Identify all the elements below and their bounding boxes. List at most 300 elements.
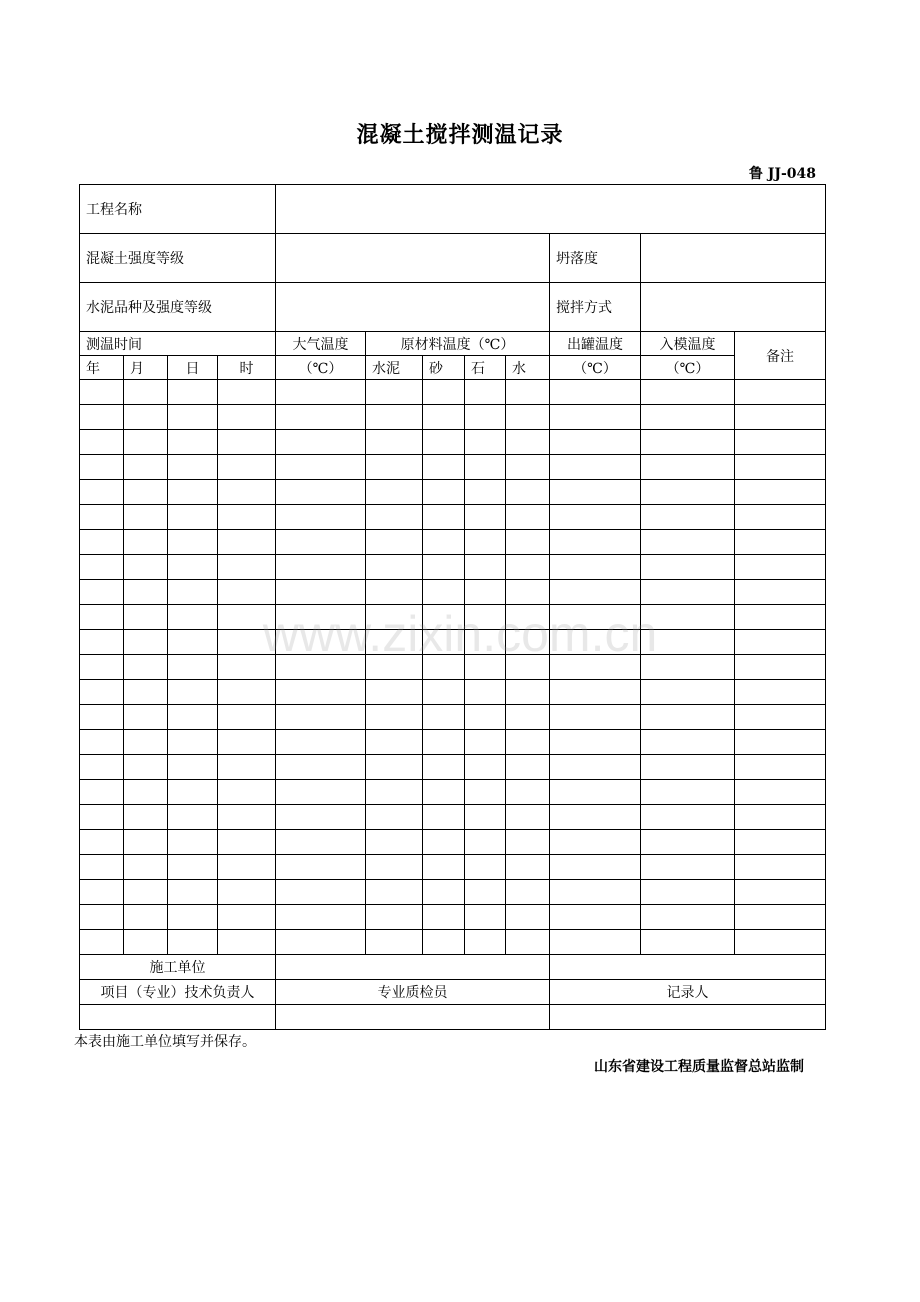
table-cell[interactable]	[80, 930, 124, 955]
table-cell[interactable]	[423, 655, 465, 680]
table-cell[interactable]	[465, 580, 506, 605]
table-cell[interactable]	[550, 430, 641, 455]
table-cell[interactable]	[550, 455, 641, 480]
table-cell[interactable]	[735, 455, 826, 480]
table-cell[interactable]	[276, 505, 366, 530]
table-cell[interactable]	[550, 705, 641, 730]
table-cell[interactable]	[465, 705, 506, 730]
table-cell[interactable]	[168, 755, 218, 780]
concrete-grade-field[interactable]	[276, 234, 550, 283]
table-cell[interactable]	[641, 505, 735, 530]
table-cell[interactable]	[423, 455, 465, 480]
table-cell[interactable]	[80, 380, 124, 405]
table-cell[interactable]	[641, 630, 735, 655]
table-cell[interactable]	[423, 855, 465, 880]
table-cell[interactable]	[550, 780, 641, 805]
table-cell[interactable]	[124, 680, 168, 705]
table-cell[interactable]	[506, 905, 550, 930]
table-cell[interactable]	[124, 605, 168, 630]
table-cell[interactable]	[276, 880, 366, 905]
table-cell[interactable]	[276, 805, 366, 830]
table-cell[interactable]	[465, 455, 506, 480]
table-cell[interactable]	[80, 630, 124, 655]
table-cell[interactable]	[276, 855, 366, 880]
table-cell[interactable]	[124, 730, 168, 755]
table-cell[interactable]	[423, 630, 465, 655]
table-cell[interactable]	[465, 855, 506, 880]
table-cell[interactable]	[366, 555, 423, 580]
table-cell[interactable]	[550, 905, 641, 930]
table-cell[interactable]	[80, 880, 124, 905]
table-cell[interactable]	[550, 805, 641, 830]
table-cell[interactable]	[124, 880, 168, 905]
table-cell[interactable]	[168, 830, 218, 855]
table-cell[interactable]	[735, 605, 826, 630]
table-cell[interactable]	[641, 705, 735, 730]
table-cell[interactable]	[124, 505, 168, 530]
table-cell[interactable]	[465, 480, 506, 505]
table-cell[interactable]	[276, 605, 366, 630]
table-cell[interactable]	[641, 755, 735, 780]
table-cell[interactable]	[218, 880, 276, 905]
table-cell[interactable]	[124, 805, 168, 830]
table-cell[interactable]	[168, 855, 218, 880]
table-cell[interactable]	[641, 855, 735, 880]
table-cell[interactable]	[366, 480, 423, 505]
table-cell[interactable]	[276, 755, 366, 780]
table-cell[interactable]	[423, 505, 465, 530]
table-cell[interactable]	[735, 380, 826, 405]
water-temp-header: 水	[506, 356, 550, 380]
table-cell[interactable]	[124, 630, 168, 655]
cement-type-field[interactable]	[276, 283, 550, 332]
table-cell[interactable]	[168, 405, 218, 430]
table-cell[interactable]	[735, 480, 826, 505]
table-cell[interactable]	[168, 530, 218, 555]
table-cell[interactable]	[366, 830, 423, 855]
table-cell[interactable]	[124, 555, 168, 580]
table-cell[interactable]	[168, 505, 218, 530]
hour-header: 时	[218, 356, 276, 380]
table-cell[interactable]	[423, 705, 465, 730]
table-cell[interactable]	[168, 930, 218, 955]
table-cell[interactable]	[465, 405, 506, 430]
table-cell[interactable]	[735, 930, 826, 955]
table-cell[interactable]	[168, 655, 218, 680]
table-cell[interactable]	[641, 730, 735, 755]
table-cell[interactable]	[506, 605, 550, 630]
table-cell[interactable]	[366, 505, 423, 530]
table-cell[interactable]	[506, 780, 550, 805]
table-cell[interactable]	[465, 380, 506, 405]
table-cell[interactable]	[124, 905, 168, 930]
table-cell[interactable]	[506, 405, 550, 430]
table-cell[interactable]	[506, 630, 550, 655]
table-cell[interactable]	[366, 805, 423, 830]
table-cell[interactable]	[80, 780, 124, 805]
table-cell[interactable]	[80, 830, 124, 855]
table-cell[interactable]	[506, 805, 550, 830]
table-cell[interactable]	[218, 780, 276, 805]
table-cell[interactable]	[423, 880, 465, 905]
table-cell[interactable]	[550, 830, 641, 855]
table-cell[interactable]	[168, 905, 218, 930]
table-cell[interactable]	[641, 655, 735, 680]
table-cell[interactable]	[124, 530, 168, 555]
table-cell[interactable]	[124, 930, 168, 955]
table-cell[interactable]	[735, 430, 826, 455]
table-cell[interactable]	[735, 630, 826, 655]
table-cell[interactable]	[168, 430, 218, 455]
construction-unit-field[interactable]	[276, 955, 550, 980]
slump-label: 坍落度	[550, 234, 641, 283]
table-cell[interactable]	[366, 680, 423, 705]
table-cell[interactable]	[506, 730, 550, 755]
table-cell[interactable]	[465, 930, 506, 955]
table-cell[interactable]	[366, 455, 423, 480]
table-cell[interactable]	[423, 830, 465, 855]
table-cell[interactable]	[80, 530, 124, 555]
table-cell[interactable]	[641, 605, 735, 630]
table-cell[interactable]	[276, 380, 366, 405]
table-cell[interactable]	[366, 580, 423, 605]
table-cell[interactable]	[80, 405, 124, 430]
table-cell[interactable]	[423, 905, 465, 930]
table-cell[interactable]	[641, 480, 735, 505]
construction-unit-label: 施工单位	[80, 955, 276, 980]
table-cell[interactable]	[124, 705, 168, 730]
table-cell[interactable]	[641, 905, 735, 930]
table-cell[interactable]	[218, 830, 276, 855]
table-cell[interactable]	[735, 730, 826, 755]
table-cell[interactable]	[641, 405, 735, 430]
table-cell[interactable]	[735, 755, 826, 780]
table-cell[interactable]	[506, 880, 550, 905]
table-cell[interactable]	[641, 530, 735, 555]
table-cell[interactable]	[124, 430, 168, 455]
table-cell[interactable]	[80, 705, 124, 730]
tech-lead-signature-field[interactable]	[80, 1005, 276, 1030]
table-cell[interactable]	[465, 805, 506, 830]
table-cell[interactable]	[366, 705, 423, 730]
table-cell[interactable]	[735, 405, 826, 430]
table-cell[interactable]	[465, 880, 506, 905]
slump-field[interactable]	[641, 234, 826, 283]
table-cell[interactable]	[276, 680, 366, 705]
table-cell[interactable]	[366, 780, 423, 805]
table-cell[interactable]	[218, 555, 276, 580]
table-cell[interactable]	[506, 930, 550, 955]
table-cell[interactable]	[506, 505, 550, 530]
table-cell[interactable]	[168, 380, 218, 405]
table-cell[interactable]	[366, 380, 423, 405]
table-cell[interactable]	[366, 855, 423, 880]
table-cell[interactable]	[276, 930, 366, 955]
table-cell[interactable]	[735, 855, 826, 880]
table-cell[interactable]	[366, 930, 423, 955]
table-cell[interactable]	[218, 680, 276, 705]
table-cell[interactable]	[465, 505, 506, 530]
table-cell[interactable]	[735, 780, 826, 805]
table-cell[interactable]	[735, 830, 826, 855]
table-cell[interactable]	[168, 805, 218, 830]
table-cell[interactable]	[423, 530, 465, 555]
table-cell[interactable]	[423, 605, 465, 630]
table-cell[interactable]	[168, 705, 218, 730]
table-cell[interactable]	[506, 755, 550, 780]
table-cell[interactable]	[218, 505, 276, 530]
table-cell[interactable]	[124, 455, 168, 480]
table-cell[interactable]	[423, 805, 465, 830]
table-cell[interactable]	[735, 505, 826, 530]
table-cell[interactable]	[550, 630, 641, 655]
table-cell[interactable]	[366, 430, 423, 455]
table-cell[interactable]	[465, 430, 506, 455]
table-cell[interactable]	[506, 455, 550, 480]
table-cell[interactable]	[80, 680, 124, 705]
table-cell[interactable]	[465, 530, 506, 555]
table-cell[interactable]	[423, 555, 465, 580]
table-cell[interactable]	[80, 505, 124, 530]
table-cell[interactable]	[366, 755, 423, 780]
remarks-header: 备注	[735, 332, 826, 380]
table-cell[interactable]	[276, 705, 366, 730]
table-cell[interactable]	[550, 505, 641, 530]
table-cell[interactable]	[218, 480, 276, 505]
table-cell[interactable]	[550, 880, 641, 905]
table-cell[interactable]	[80, 755, 124, 780]
table-cell[interactable]	[124, 655, 168, 680]
table-cell[interactable]	[735, 680, 826, 705]
table-cell[interactable]	[276, 780, 366, 805]
table-cell[interactable]	[218, 630, 276, 655]
table-cell[interactable]	[218, 905, 276, 930]
table-cell[interactable]	[276, 830, 366, 855]
table-cell[interactable]	[168, 730, 218, 755]
table-cell[interactable]	[276, 905, 366, 930]
table-cell[interactable]	[366, 655, 423, 680]
table-cell[interactable]	[506, 380, 550, 405]
table-cell[interactable]	[366, 880, 423, 905]
table-cell[interactable]	[124, 855, 168, 880]
table-cell[interactable]	[550, 405, 641, 430]
raw-material-temp-header: 原材料温度（℃）	[366, 332, 550, 356]
table-cell[interactable]	[276, 455, 366, 480]
table-cell[interactable]	[735, 580, 826, 605]
table-cell[interactable]	[276, 580, 366, 605]
table-row	[80, 855, 826, 880]
table-cell[interactable]	[641, 455, 735, 480]
table-cell[interactable]	[80, 655, 124, 680]
table-cell[interactable]	[124, 830, 168, 855]
table-cell[interactable]	[366, 730, 423, 755]
table-cell[interactable]	[124, 480, 168, 505]
table-cell[interactable]	[276, 480, 366, 505]
table-cell[interactable]	[550, 380, 641, 405]
table-cell[interactable]	[276, 530, 366, 555]
table-cell[interactable]	[465, 730, 506, 755]
table-cell[interactable]	[124, 580, 168, 605]
table-cell[interactable]	[124, 780, 168, 805]
table-cell[interactable]	[550, 730, 641, 755]
table-cell[interactable]	[641, 780, 735, 805]
table-row	[80, 630, 826, 655]
footnote: 本表由施工单位填写并保存。	[74, 1034, 256, 1050]
table-cell[interactable]	[423, 780, 465, 805]
table-cell[interactable]	[276, 630, 366, 655]
table-cell[interactable]	[276, 555, 366, 580]
table-cell[interactable]	[366, 405, 423, 430]
table-cell[interactable]	[550, 480, 641, 505]
table-cell[interactable]	[550, 855, 641, 880]
table-cell[interactable]	[465, 655, 506, 680]
table-cell[interactable]	[506, 480, 550, 505]
table-cell[interactable]	[124, 405, 168, 430]
table-row	[80, 705, 826, 730]
table-cell[interactable]	[423, 755, 465, 780]
table-cell[interactable]	[641, 580, 735, 605]
table-cell[interactable]	[168, 680, 218, 705]
table-cell[interactable]	[641, 380, 735, 405]
table-cell[interactable]	[218, 730, 276, 755]
table-cell[interactable]	[465, 830, 506, 855]
construction-unit-field-2[interactable]	[550, 955, 826, 980]
table-cell[interactable]	[550, 580, 641, 605]
table-cell[interactable]	[168, 555, 218, 580]
table-cell[interactable]	[423, 405, 465, 430]
table-cell[interactable]	[80, 455, 124, 480]
table-cell[interactable]	[641, 805, 735, 830]
table-cell[interactable]	[641, 930, 735, 955]
table-cell[interactable]	[506, 855, 550, 880]
table-cell[interactable]	[550, 530, 641, 555]
table-cell[interactable]	[735, 705, 826, 730]
table-cell[interactable]	[168, 880, 218, 905]
table-cell[interactable]	[124, 755, 168, 780]
table-cell[interactable]	[168, 580, 218, 605]
table-cell[interactable]	[735, 805, 826, 830]
table-cell[interactable]	[276, 430, 366, 455]
recorder-signature-field[interactable]	[550, 1005, 826, 1030]
table-cell[interactable]	[550, 605, 641, 630]
table-cell[interactable]	[506, 580, 550, 605]
table-cell[interactable]	[168, 480, 218, 505]
table-cell[interactable]	[550, 930, 641, 955]
table-cell[interactable]	[465, 555, 506, 580]
table-cell[interactable]	[80, 480, 124, 505]
table-cell[interactable]	[218, 755, 276, 780]
table-cell[interactable]	[276, 405, 366, 430]
table-cell[interactable]	[218, 605, 276, 630]
table-cell[interactable]	[80, 555, 124, 580]
table-cell[interactable]	[735, 905, 826, 930]
table-cell[interactable]	[168, 455, 218, 480]
table-cell[interactable]	[80, 580, 124, 605]
table-cell[interactable]	[80, 805, 124, 830]
table-cell[interactable]	[218, 705, 276, 730]
table-cell[interactable]	[423, 680, 465, 705]
table-cell[interactable]	[735, 530, 826, 555]
qc-inspector-signature-field[interactable]	[276, 1005, 550, 1030]
table-cell[interactable]	[366, 605, 423, 630]
table-cell[interactable]	[218, 580, 276, 605]
table-cell[interactable]	[218, 530, 276, 555]
table-cell[interactable]	[506, 830, 550, 855]
table-cell[interactable]	[465, 780, 506, 805]
table-cell[interactable]	[218, 655, 276, 680]
table-cell[interactable]	[423, 730, 465, 755]
table-cell[interactable]	[465, 905, 506, 930]
table-row	[80, 505, 826, 530]
table-cell[interactable]	[124, 380, 168, 405]
table-cell[interactable]	[276, 730, 366, 755]
table-cell[interactable]	[423, 430, 465, 455]
tech-lead-label: 项目（专业）技术负责人	[80, 980, 276, 1005]
table-cell[interactable]	[735, 655, 826, 680]
table-cell[interactable]	[641, 830, 735, 855]
table-cell[interactable]	[423, 380, 465, 405]
table-cell[interactable]	[168, 605, 218, 630]
table-cell[interactable]	[218, 855, 276, 880]
table-cell[interactable]	[168, 780, 218, 805]
table-cell[interactable]	[506, 430, 550, 455]
table-cell[interactable]	[80, 430, 124, 455]
table-cell[interactable]	[506, 530, 550, 555]
table-cell[interactable]	[423, 930, 465, 955]
table-cell[interactable]	[641, 430, 735, 455]
table-cell[interactable]	[641, 555, 735, 580]
table-cell[interactable]	[80, 905, 124, 930]
table-cell[interactable]	[735, 880, 826, 905]
table-cell[interactable]	[218, 405, 276, 430]
table-cell[interactable]	[465, 605, 506, 630]
table-cell[interactable]	[641, 680, 735, 705]
table-cell[interactable]	[80, 855, 124, 880]
table-cell[interactable]	[465, 680, 506, 705]
table-cell[interactable]	[218, 380, 276, 405]
table-cell[interactable]	[423, 580, 465, 605]
table-cell[interactable]	[366, 630, 423, 655]
table-cell[interactable]	[641, 880, 735, 905]
table-cell[interactable]	[550, 680, 641, 705]
table-cell[interactable]	[465, 630, 506, 655]
table-cell[interactable]	[80, 605, 124, 630]
table-cell[interactable]	[168, 630, 218, 655]
table-cell[interactable]	[506, 655, 550, 680]
mixing-method-field[interactable]	[641, 283, 826, 332]
table-cell[interactable]	[218, 805, 276, 830]
project-name-field[interactable]	[276, 185, 826, 234]
table-cell[interactable]	[550, 655, 641, 680]
table-cell[interactable]	[735, 555, 826, 580]
table-cell[interactable]	[218, 930, 276, 955]
table-cell[interactable]	[218, 430, 276, 455]
table-cell[interactable]	[218, 455, 276, 480]
table-cell[interactable]	[366, 905, 423, 930]
table-cell[interactable]	[506, 680, 550, 705]
table-cell[interactable]	[550, 755, 641, 780]
table-cell[interactable]	[506, 555, 550, 580]
table-cell[interactable]	[276, 655, 366, 680]
table-cell[interactable]	[550, 555, 641, 580]
discharge-temp-unit: （℃）	[550, 356, 641, 380]
table-cell[interactable]	[465, 755, 506, 780]
table-row	[80, 455, 826, 480]
table-cell[interactable]	[506, 705, 550, 730]
table-cell[interactable]	[80, 730, 124, 755]
table-cell[interactable]	[366, 530, 423, 555]
table-cell[interactable]	[423, 480, 465, 505]
